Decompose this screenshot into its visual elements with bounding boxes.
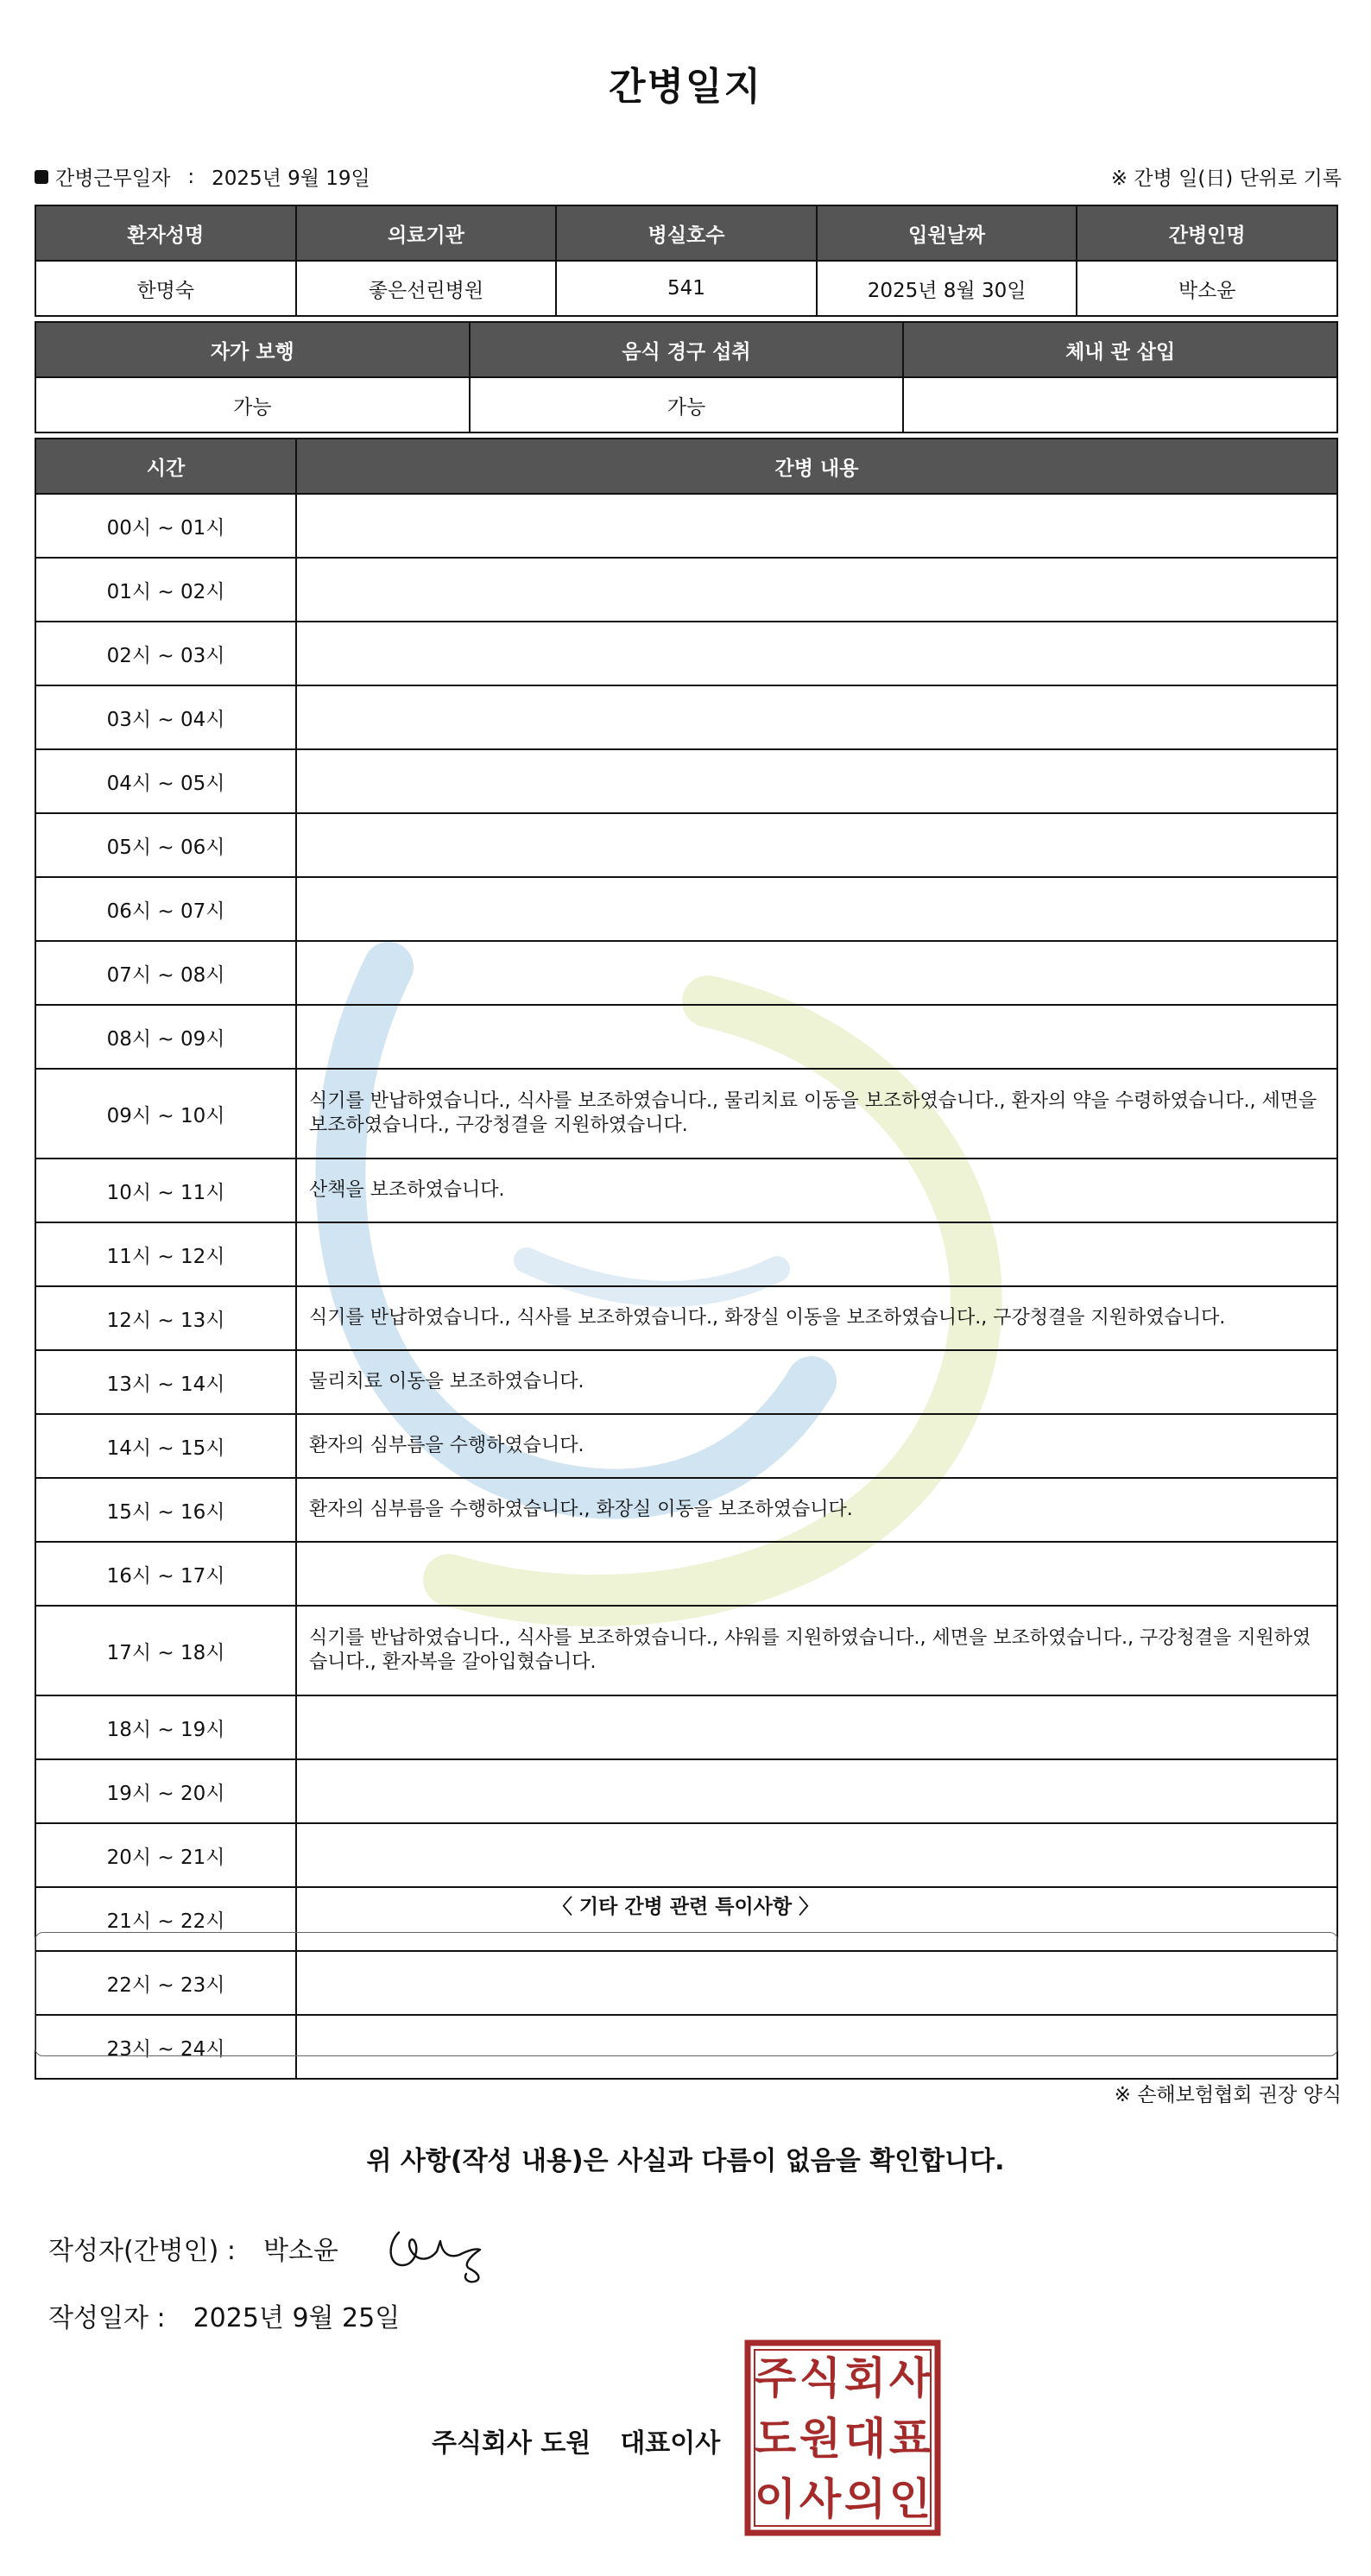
status-value-row: [35, 377, 1337, 432]
written-date-line: [48, 2296, 400, 2334]
log-time-cell: 11시 ~ 12시: [35, 1222, 296, 1286]
company-line: [432, 2421, 720, 2459]
log-content-cell: [296, 877, 1337, 941]
header-self-walking: 자가 보행: [35, 322, 470, 377]
log-time-cell: 14시 ~ 15시: [35, 1414, 296, 1478]
header-admission-date: 입원날짜: [817, 205, 1077, 261]
log-time-cell: 01시 ~ 02시: [35, 558, 296, 622]
log-time-cell: 21시 ~ 22시: [35, 1887, 296, 1951]
seal-glyph: 대: [843, 2414, 887, 2464]
log-content-cell: [296, 558, 1337, 622]
log-row: [35, 1222, 1337, 1286]
page-title: 간병일지: [608, 65, 762, 109]
log-row: [35, 813, 1337, 877]
log-content-cell: [296, 749, 1337, 813]
header-care-content: 간병 내용: [296, 439, 1337, 494]
hospital-cell: 좋은선린병원: [296, 261, 557, 316]
log-content-cell: 식기를 반납하였습니다., 식사를 보조하였습니다., 물리치료 이동을 보조하였습니다., 환자의 약을 수령하였습니다., 세면을 보조하였습니다., 구강청결을 지원하였습니다.: [296, 1069, 1337, 1159]
log-content-cell: 식기를 반납하였습니다., 식사를 보조하였습니다., 샤워를 지원하였습니다., 세면을 보조하였습니다., 구강청결을 지원하였습니다., 환자복을 갈아입혔습니다.: [296, 1606, 1337, 1695]
work-date-value: 2025년 9월 19일: [212, 167, 370, 190]
log-content-cell: [296, 1005, 1337, 1069]
log-time-cell: 12시 ~ 13시: [35, 1286, 296, 1350]
remarks-box: [35, 1932, 1338, 2056]
log-row: [35, 749, 1337, 813]
log-row: [35, 1350, 1337, 1414]
writer-name: 박소윤: [262, 2236, 338, 2266]
work-date-line: [35, 162, 370, 191]
log-row: [35, 1823, 1337, 1887]
self-walking-cell: 가능: [35, 377, 470, 432]
written-date-value: 2025년 9월 25일: [193, 2303, 401, 2333]
admission-date-cell: 2025년 8월 30일: [817, 261, 1077, 316]
log-time-cell: 06시 ~ 07시: [35, 877, 296, 941]
log-content-cell: 환자의 심부름을 수행하였습니다., 화장실 이동을 보조하였습니다.: [296, 1478, 1337, 1542]
log-row: [35, 1069, 1337, 1159]
log-content-cell: 식기를 반납하였습니다., 식사를 보조하였습니다., 화장실 이동을 보조하였습니다., 구강청결을 지원하였습니다.: [296, 1286, 1337, 1350]
log-row: [35, 1606, 1337, 1695]
company-seal: [744, 2339, 941, 2536]
seal-glyph: 식: [799, 2353, 842, 2403]
log-content-cell: 산책을 보조하였습니다.: [296, 1159, 1337, 1222]
log-content-cell: [296, 494, 1337, 558]
header-room: 병실호수: [556, 205, 817, 261]
seal-glyph: 회: [843, 2353, 887, 2403]
seal-glyph: 사: [888, 2353, 932, 2403]
log-content-cell: [296, 685, 1337, 749]
log-row: [35, 1478, 1337, 1542]
header-time: 시간: [35, 439, 296, 494]
log-content-cell: [296, 1823, 1337, 1887]
caregiver-cell: 박소윤: [1077, 261, 1337, 316]
log-time-cell: 08시 ~ 09시: [35, 1005, 296, 1069]
seal-glyph: 인: [888, 2474, 932, 2524]
log-row: [35, 941, 1337, 1005]
signature-image: [380, 2215, 501, 2284]
log-time-cell: 22시 ~ 23시: [35, 1951, 296, 2015]
log-content-cell: [296, 941, 1337, 1005]
company-rep: 대표이사: [620, 2428, 721, 2459]
log-content-cell: [296, 1695, 1337, 1759]
log-time-cell: 20시 ~ 21시: [35, 1823, 296, 1887]
log-time-cell: 09시 ~ 10시: [35, 1069, 296, 1159]
log-time-cell: 18시 ~ 19시: [35, 1695, 296, 1759]
writer-line: [48, 2229, 338, 2267]
log-time-cell: 07시 ~ 08시: [35, 941, 296, 1005]
remarks-title: 〈 기타 간병 관련 특이사항 〉: [552, 1896, 819, 1918]
log-time-cell: 00시 ~ 01시: [35, 494, 296, 558]
log-time-cell: 05시 ~ 06시: [35, 813, 296, 877]
room-cell: 541: [556, 261, 817, 316]
seal-glyph: 원: [799, 2414, 842, 2464]
log-content-cell: 물리치료 이동을 보조하였습니다.: [296, 1350, 1337, 1414]
header-hospital: 의료기관: [296, 205, 557, 261]
patient-status-table: [35, 321, 1338, 433]
patient-value-row: [35, 261, 1337, 316]
square-bullet-icon: [35, 170, 48, 184]
log-time-cell: 04시 ~ 05시: [35, 749, 296, 813]
patient-info-table: [35, 205, 1338, 317]
log-time-cell: 17시 ~ 18시: [35, 1606, 296, 1695]
seal-glyph: 주: [754, 2353, 797, 2403]
confirmation-statement: 위 사항(작성 내용)은 사실과 다름이 없음을 확인합니다.: [366, 2146, 1005, 2176]
log-row: [35, 1542, 1337, 1606]
log-time-cell: 15시 ~ 16시: [35, 1478, 296, 1542]
status-header-row: [35, 322, 1337, 377]
unit-note: ※ 간병 일(日) 단위로 기록: [1110, 167, 1342, 190]
seal-glyph: 의: [843, 2474, 887, 2524]
log-header-row: [35, 439, 1337, 494]
log-row: [35, 622, 1337, 685]
oral-intake-cell: 가능: [470, 377, 904, 432]
log-row: [35, 1159, 1337, 1222]
log-content-cell: [296, 813, 1337, 877]
written-date-label: 작성일자 :: [48, 2303, 166, 2333]
header-caregiver: 간병인명: [1077, 205, 1337, 261]
work-date-colon: :: [187, 165, 195, 188]
log-time-cell: 13시 ~ 14시: [35, 1350, 296, 1414]
log-time-cell: 16시 ~ 17시: [35, 1542, 296, 1606]
care-log-table: [35, 438, 1338, 2080]
log-row: [35, 494, 1337, 558]
log-row: [35, 877, 1337, 941]
log-row: [35, 1414, 1337, 1478]
patient-name-cell: 한명숙: [35, 261, 296, 316]
company-name: 주식회사 도원: [432, 2428, 591, 2459]
log-content-cell: [296, 1222, 1337, 1286]
log-time-cell: 02시 ~ 03시: [35, 622, 296, 685]
work-date-label: 간병근무일자: [55, 167, 171, 190]
log-time-cell: 10시 ~ 11시: [35, 1159, 296, 1222]
log-content-cell: [296, 622, 1337, 685]
log-time-cell: 23시 ~ 24시: [35, 2015, 296, 2079]
writer-label: 작성자(간병인) :: [48, 2236, 236, 2266]
log-time-cell: 03시 ~ 04시: [35, 685, 296, 749]
log-row: [35, 685, 1337, 749]
seal-glyph: 이: [754, 2474, 797, 2524]
seal-glyph: 사: [799, 2474, 842, 2524]
header-tube-insertion: 체내 관 삽입: [903, 322, 1337, 377]
log-row: [35, 1695, 1337, 1759]
seal-glyph: 도: [754, 2414, 797, 2464]
log-content-cell: [296, 1542, 1337, 1606]
log-content-cell: [296, 1759, 1337, 1823]
log-row: [35, 1286, 1337, 1350]
header-patient-name: 환자성명: [35, 205, 296, 261]
log-row: [35, 1759, 1337, 1823]
seal-glyph: 표: [888, 2414, 932, 2464]
tube-insertion-cell: [903, 377, 1337, 432]
form-note: ※ 손해보험협회 권장 양식: [1114, 2084, 1342, 2106]
log-time-cell: 19시 ~ 20시: [35, 1759, 296, 1823]
log-row: [35, 1005, 1337, 1069]
log-row: [35, 558, 1337, 622]
header-oral-intake: 음식 경구 섭취: [470, 322, 904, 377]
patient-header-row: [35, 205, 1337, 261]
log-content-cell: 환자의 심부름을 수행하였습니다.: [296, 1414, 1337, 1478]
